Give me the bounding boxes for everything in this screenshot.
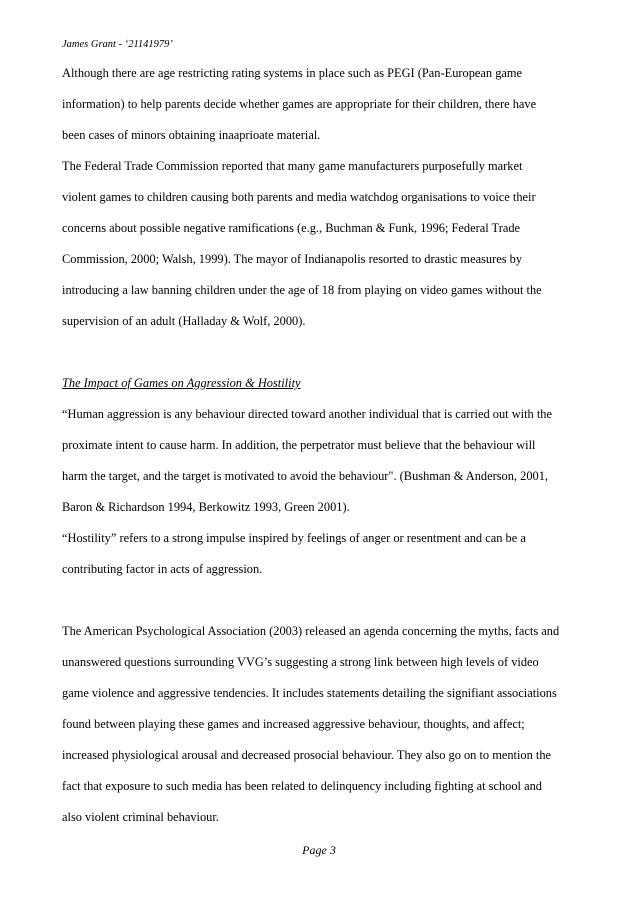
paragraph-ftc-report — [62, 156, 582, 331]
paragraph-line: been cases of minors obtaining inaaprioate material. — [62, 128, 321, 142]
page-header: James Grant - ‘21141979’ — [62, 39, 173, 50]
paragraph-line: Baron & Richardson 1994, Berkowitz 1993, Green 2001). — [62, 500, 350, 514]
blank-line — [62, 590, 582, 610]
paragraph-line: “Human aggression is any behaviour directed toward another individual that is carried out with the — [62, 407, 552, 421]
paragraph-line: game violence and aggressive tendencies. It includes statements detailing the signifiant associations — [62, 686, 557, 700]
paragraph-apa-agenda — [62, 621, 582, 827]
paragraph-line: violent games to children causing both parents and media watchdog organisations to voice their — [62, 190, 536, 204]
section-heading: The Impact of Games on Aggression & Hostility — [62, 376, 301, 390]
paragraph-line: Although there are age restricting rating systems in place such as PEGI (Pan-European game — [62, 66, 523, 80]
paragraph-line: found between playing these games and increased aggressive behaviour, thoughts, and affect; — [62, 717, 525, 731]
paragraph-line: harm the target, and the target is motivated to avoid the behaviour". (Bushman & Anderson, 2001, — [62, 469, 549, 483]
paragraph-line: introducing a law banning children under the age of 18 from playing on video games without the — [62, 283, 542, 297]
paragraph-line: “Hostility” refers to a strong impulse inspired by feelings of anger or resentment and can be a — [62, 531, 526, 545]
paragraph-line: increased physiological arousal and decreased prosocial behaviour. They also go on to mention the — [62, 748, 552, 762]
page-number: Page 3 — [302, 843, 336, 857]
paragraph-line: concerns about possible negative ramifications (e.g., Buchman & Funk, 1996; Federal Trade — [62, 221, 521, 235]
paragraph-line: Commission, 2000; Walsh, 1999). The mayor of Indianapolis resorted to drastic measures by — [62, 252, 523, 266]
paragraph-line: The Federal Trade Commission reported that many game manufacturers purposefully market — [62, 159, 523, 173]
blank-line — [62, 342, 582, 362]
page-body — [62, 63, 582, 838]
paragraph-line: supervision of an adult (Halladay & Wolf, 2000). — [62, 314, 306, 328]
paragraph-line: proximate intent to cause harm. In addition, the perpetrator must believe that the behaviour will — [62, 438, 536, 452]
paragraph-line: contributing factor in acts of aggression. — [62, 562, 263, 576]
paragraph-age-ratings — [62, 63, 582, 145]
paragraph-line: The American Psychological Association (2003) released an agenda concerning the myths, facts and — [62, 624, 560, 638]
paragraph-line: unanswered questions surrounding VVG’s suggesting a strong link between high levels of video — [62, 655, 539, 669]
paragraph-line: fact that exposure to such media has been related to delinquency including fighting at school and — [62, 779, 542, 793]
paragraph-aggression-definition — [62, 404, 582, 517]
paragraph-line: information) to help parents decide whether games are appropriate for their children, there have — [62, 97, 537, 111]
paragraph-hostility-definition — [62, 528, 582, 579]
paragraph-line: also violent criminal behaviour. — [62, 810, 219, 824]
